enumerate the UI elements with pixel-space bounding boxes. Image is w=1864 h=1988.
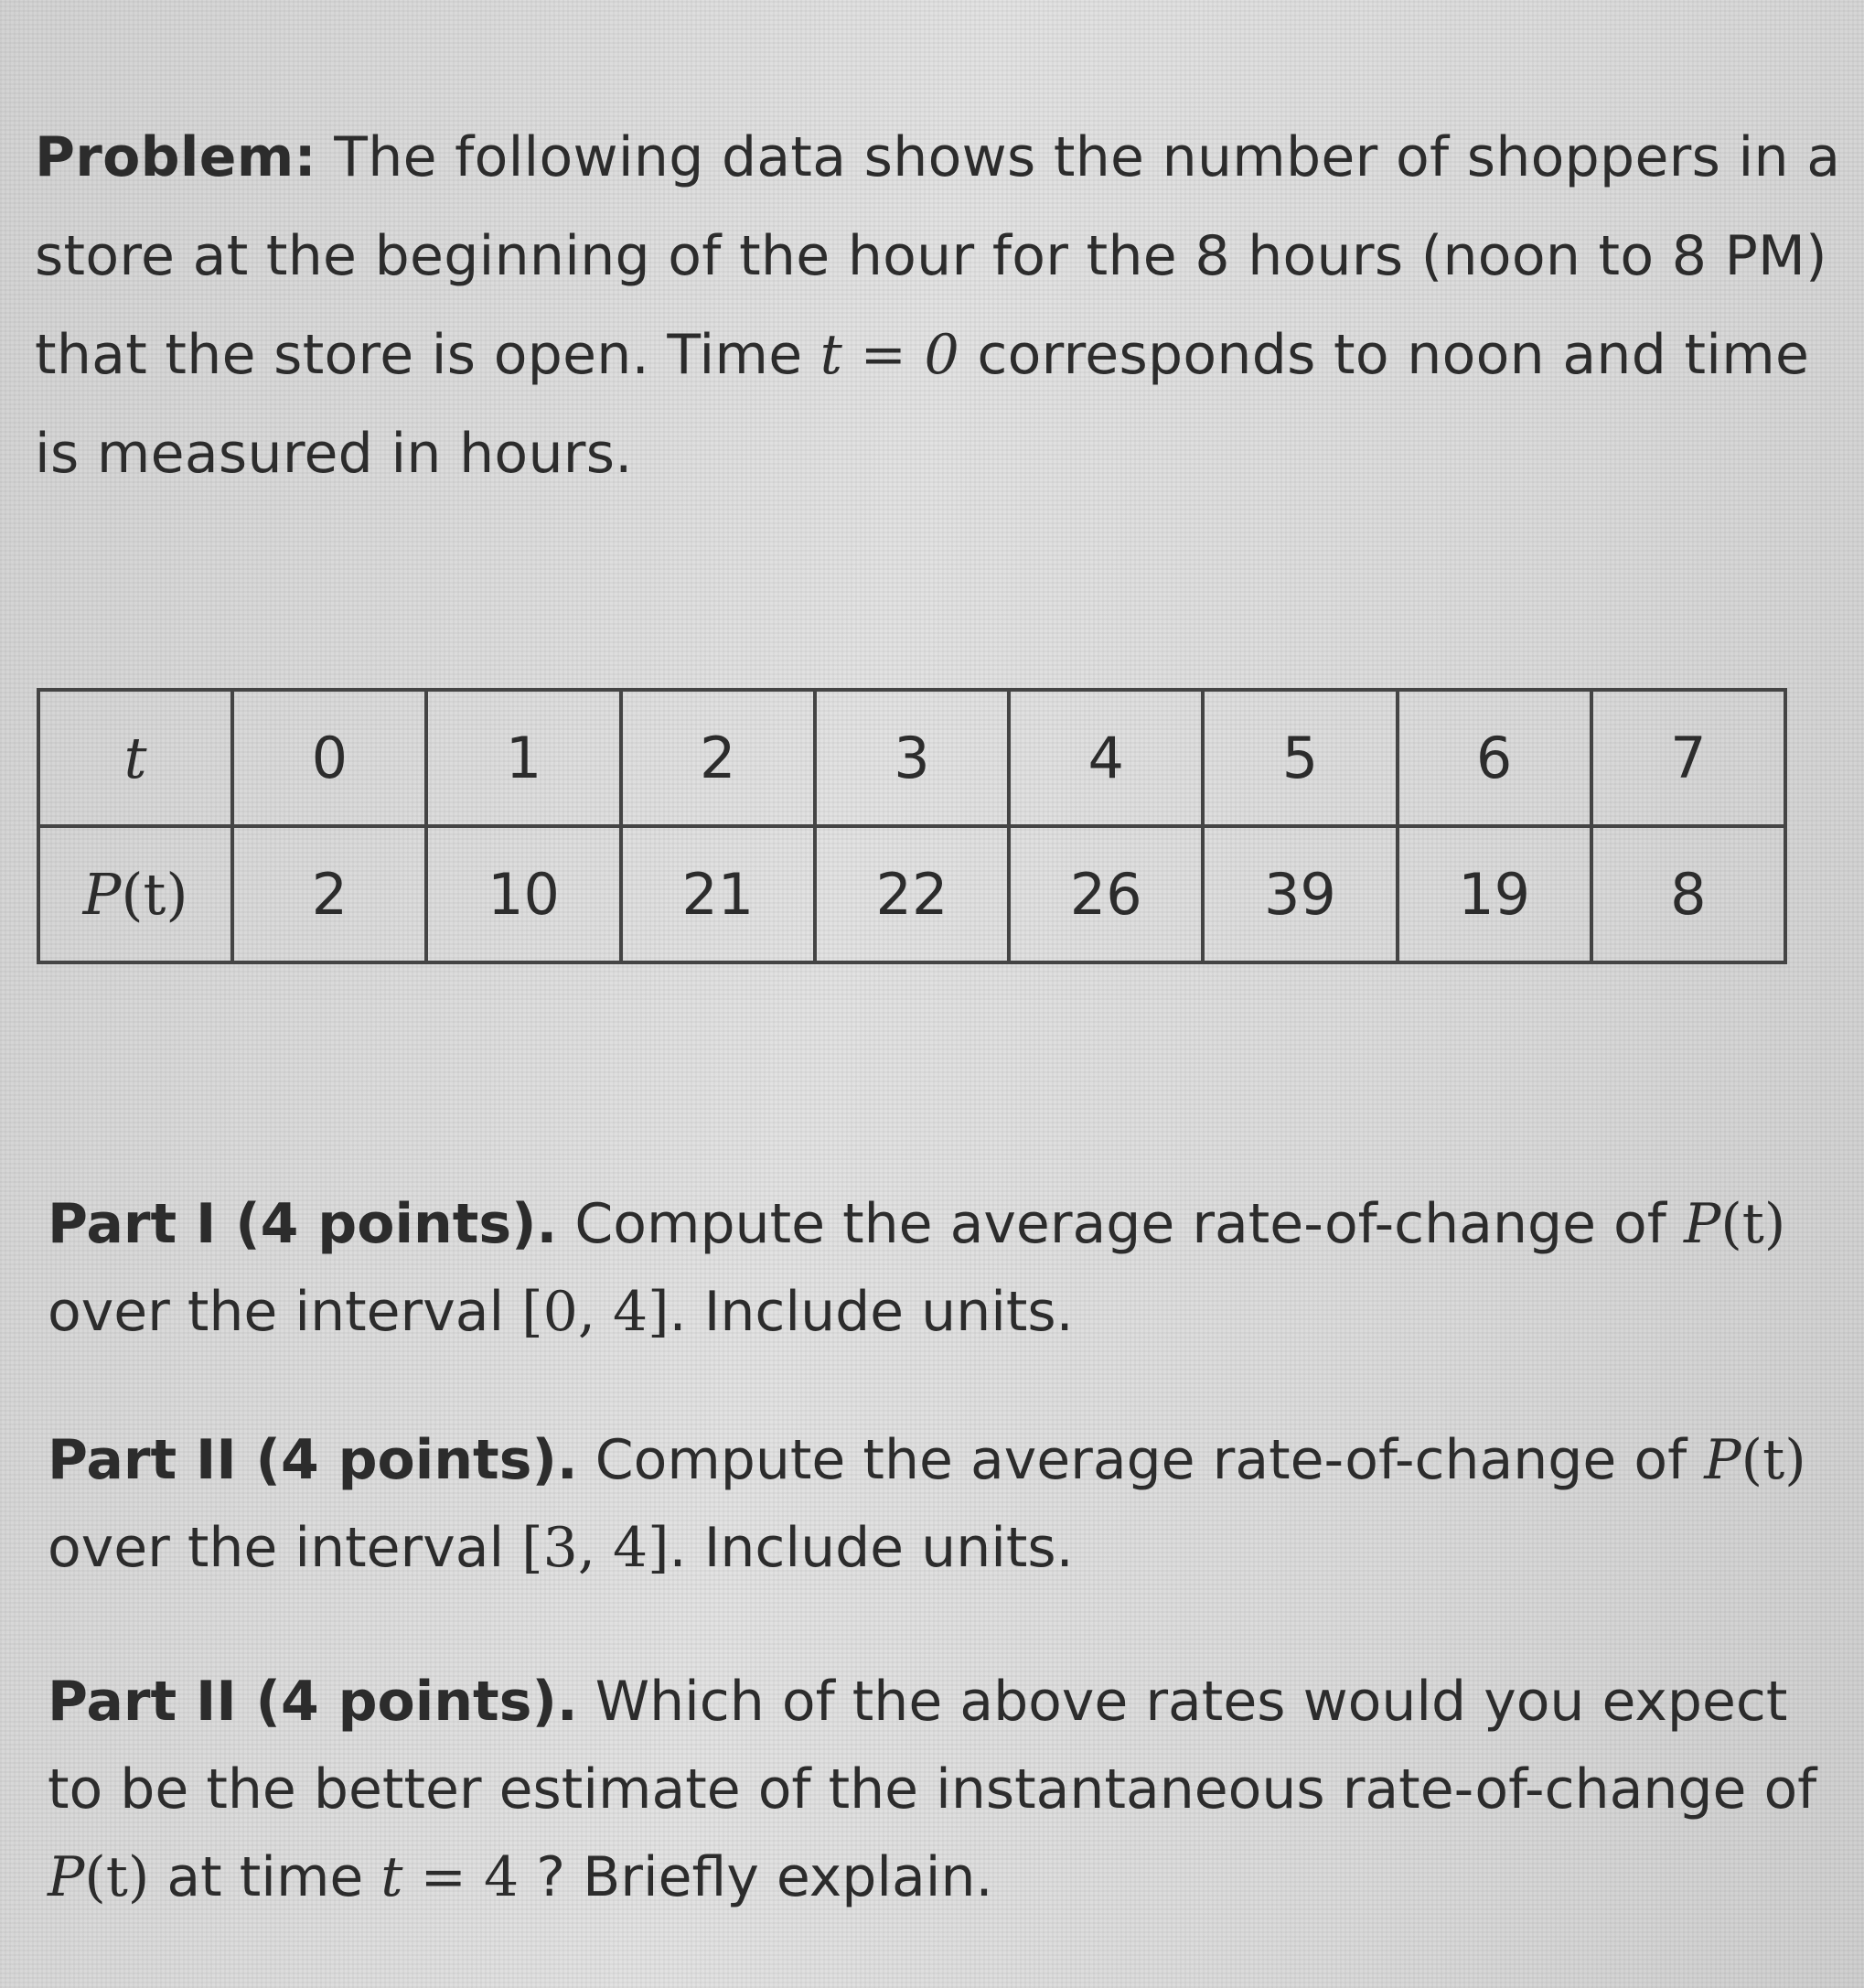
part-3-text-2: at time xyxy=(149,1845,381,1909)
t-cell: 0 xyxy=(232,690,426,826)
part-1-question xyxy=(48,1180,1822,1356)
part-2-label: Part II (4 points). xyxy=(48,1428,578,1492)
part-1-func: P xyxy=(1683,1192,1721,1256)
part-2-text-3: . Include units. xyxy=(669,1516,1074,1580)
table-row-p xyxy=(38,826,1785,962)
p-cell: 26 xyxy=(1009,826,1203,962)
part-3-equals: = xyxy=(402,1845,484,1909)
problem-equals: = xyxy=(842,323,925,387)
part-2-func: P xyxy=(1704,1428,1741,1492)
p-cell: 39 xyxy=(1203,826,1397,962)
problem-var-t: t xyxy=(820,323,843,387)
p-cell: 21 xyxy=(621,826,815,962)
part-3-text-1: Which of the above rates would you expect to be the better estimate of the instantaneous rate-of-change of xyxy=(48,1670,1817,1821)
part-1-arg: (t) xyxy=(1720,1192,1786,1256)
problem-zero: 0 xyxy=(924,323,960,387)
part-3-func: P xyxy=(48,1845,85,1909)
part-3-arg: (t) xyxy=(84,1845,150,1909)
p-cell: 10 xyxy=(426,826,620,962)
row-header-p-arg: (t) xyxy=(121,861,188,928)
part-3-label: Part II (4 points). xyxy=(48,1670,578,1734)
t-cell: 6 xyxy=(1398,690,1591,826)
p-cell: 2 xyxy=(232,826,426,962)
table-row-t xyxy=(38,690,1785,826)
part-2-text-1: Compute the average rate-of-change of xyxy=(577,1428,1705,1492)
problem-text-2: corresponds to noon and time is measured in hours. xyxy=(35,323,1810,486)
p-cell: 8 xyxy=(1591,826,1785,962)
part-2-interval: [3, 4] xyxy=(521,1516,670,1580)
part-3-var-t: t xyxy=(380,1845,403,1909)
part-1-text-2: over the interval xyxy=(48,1280,522,1344)
part-2-text-2: over the interval xyxy=(48,1516,522,1580)
row-header-p-func: P xyxy=(82,861,122,928)
row-header-p xyxy=(38,826,232,962)
part-3-question xyxy=(48,1658,1822,1921)
part-3-four: 4 xyxy=(483,1845,520,1909)
t-cell: 4 xyxy=(1009,690,1203,826)
p-cell: 19 xyxy=(1398,826,1591,962)
part-1-text-1: Compute the average rate-of-change of xyxy=(557,1192,1684,1256)
part-2-arg: (t) xyxy=(1741,1428,1806,1492)
t-cell: 5 xyxy=(1203,690,1397,826)
shoppers-data-table xyxy=(37,688,1787,964)
part-1-text-3: . Include units. xyxy=(669,1280,1074,1344)
part-2-question xyxy=(48,1416,1822,1592)
t-cell: 7 xyxy=(1591,690,1785,826)
problem-statement xyxy=(35,108,1846,503)
row-header-t-label: t xyxy=(123,725,147,791)
p-cell: 22 xyxy=(815,826,1009,962)
part-3-text-3: ? Briefly explain. xyxy=(519,1845,993,1909)
problem-label: Problem: xyxy=(35,125,316,189)
t-cell: 3 xyxy=(815,690,1009,826)
row-header-t xyxy=(38,690,232,826)
part-1-interval: [0, 4] xyxy=(521,1280,670,1344)
t-cell: 1 xyxy=(426,690,620,826)
part-1-label: Part I (4 points). xyxy=(48,1192,558,1256)
t-cell: 2 xyxy=(621,690,815,826)
problem-text-1: The following data shows the number of shoppers in a store at the beginning of the hour for the 8 hours (noon to 8 PM) that the store is open. Time xyxy=(35,125,1841,387)
